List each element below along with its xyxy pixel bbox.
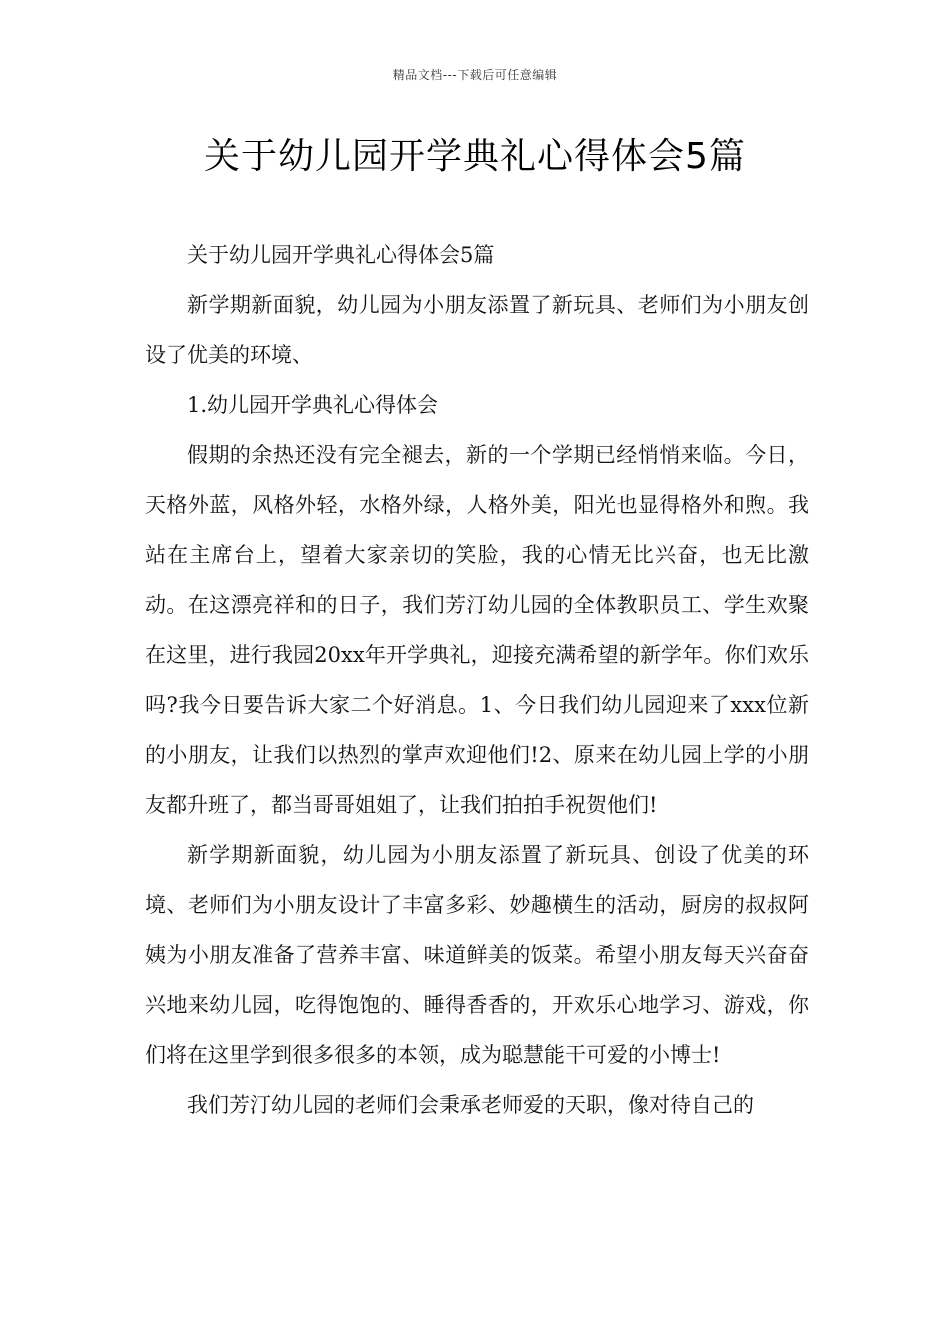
paragraph-intro: 新学期新面貌，幼儿园为小朋友添置了新玩具、老师们为小朋友创设了优美的环境、 [145,293,809,367]
paragraph-section-heading: 1.幼儿园开学典礼心得体会 [187,393,439,417]
paragraph-body: 假期的余热还没有完全褪去，新的一个学期已经悄悄来临。今日，天格外蓝，风格外轻，水格外绿，人格外美，阳光也显得格外和煦。我站在主席台上，望着大家亲切的笑脸，我的心情无比兴奋，也无比激动。在这漂亮祥和的日子，我们芳汀幼儿园的全体教职员工、学生欢聚在这里，进行我园20xx年开学典礼，迎接充满希望的新学年。你们欢乐吗?我今日要告诉大家二个好消息。1、今日我们幼儿园迎来了xxx位新的小朋友，让我们以热烈的掌声欢迎他们!2、原来在幼儿园上学的小朋友都升班了，都当哥哥姐姐了，让我们拍拍手祝贺他们! [145,443,809,817]
document-title: 关于幼儿园开学典礼心得体会5篇 [204,136,746,177]
paragraph-subtitle: 关于幼儿园开学典礼心得体会5篇 [187,243,495,267]
paragraph-body: 我们芳汀幼儿园的老师们会秉承老师爱的天职，像对待自己的 [187,1093,754,1117]
header-note: 精品文档---下载后可任意编辑 [392,68,558,82]
paragraph-body: 新学期新面貌，幼儿园为小朋友添置了新玩具、创设了优美的环境、老师们为小朋友设计了丰富多彩、妙趣横生的活动，厨房的叔叔阿姨为小朋友准备了营养丰富、味道鲜美的饭菜。希望小朋友每天兴奋奋兴地来幼儿园，吃得饱饱的、睡得香香的，开欢乐心地学习、游戏，你们将在这里学到很多很多的本领，成为聪慧能干可爱的小博士! [145,843,809,1067]
document-body [145,230,809,1130]
